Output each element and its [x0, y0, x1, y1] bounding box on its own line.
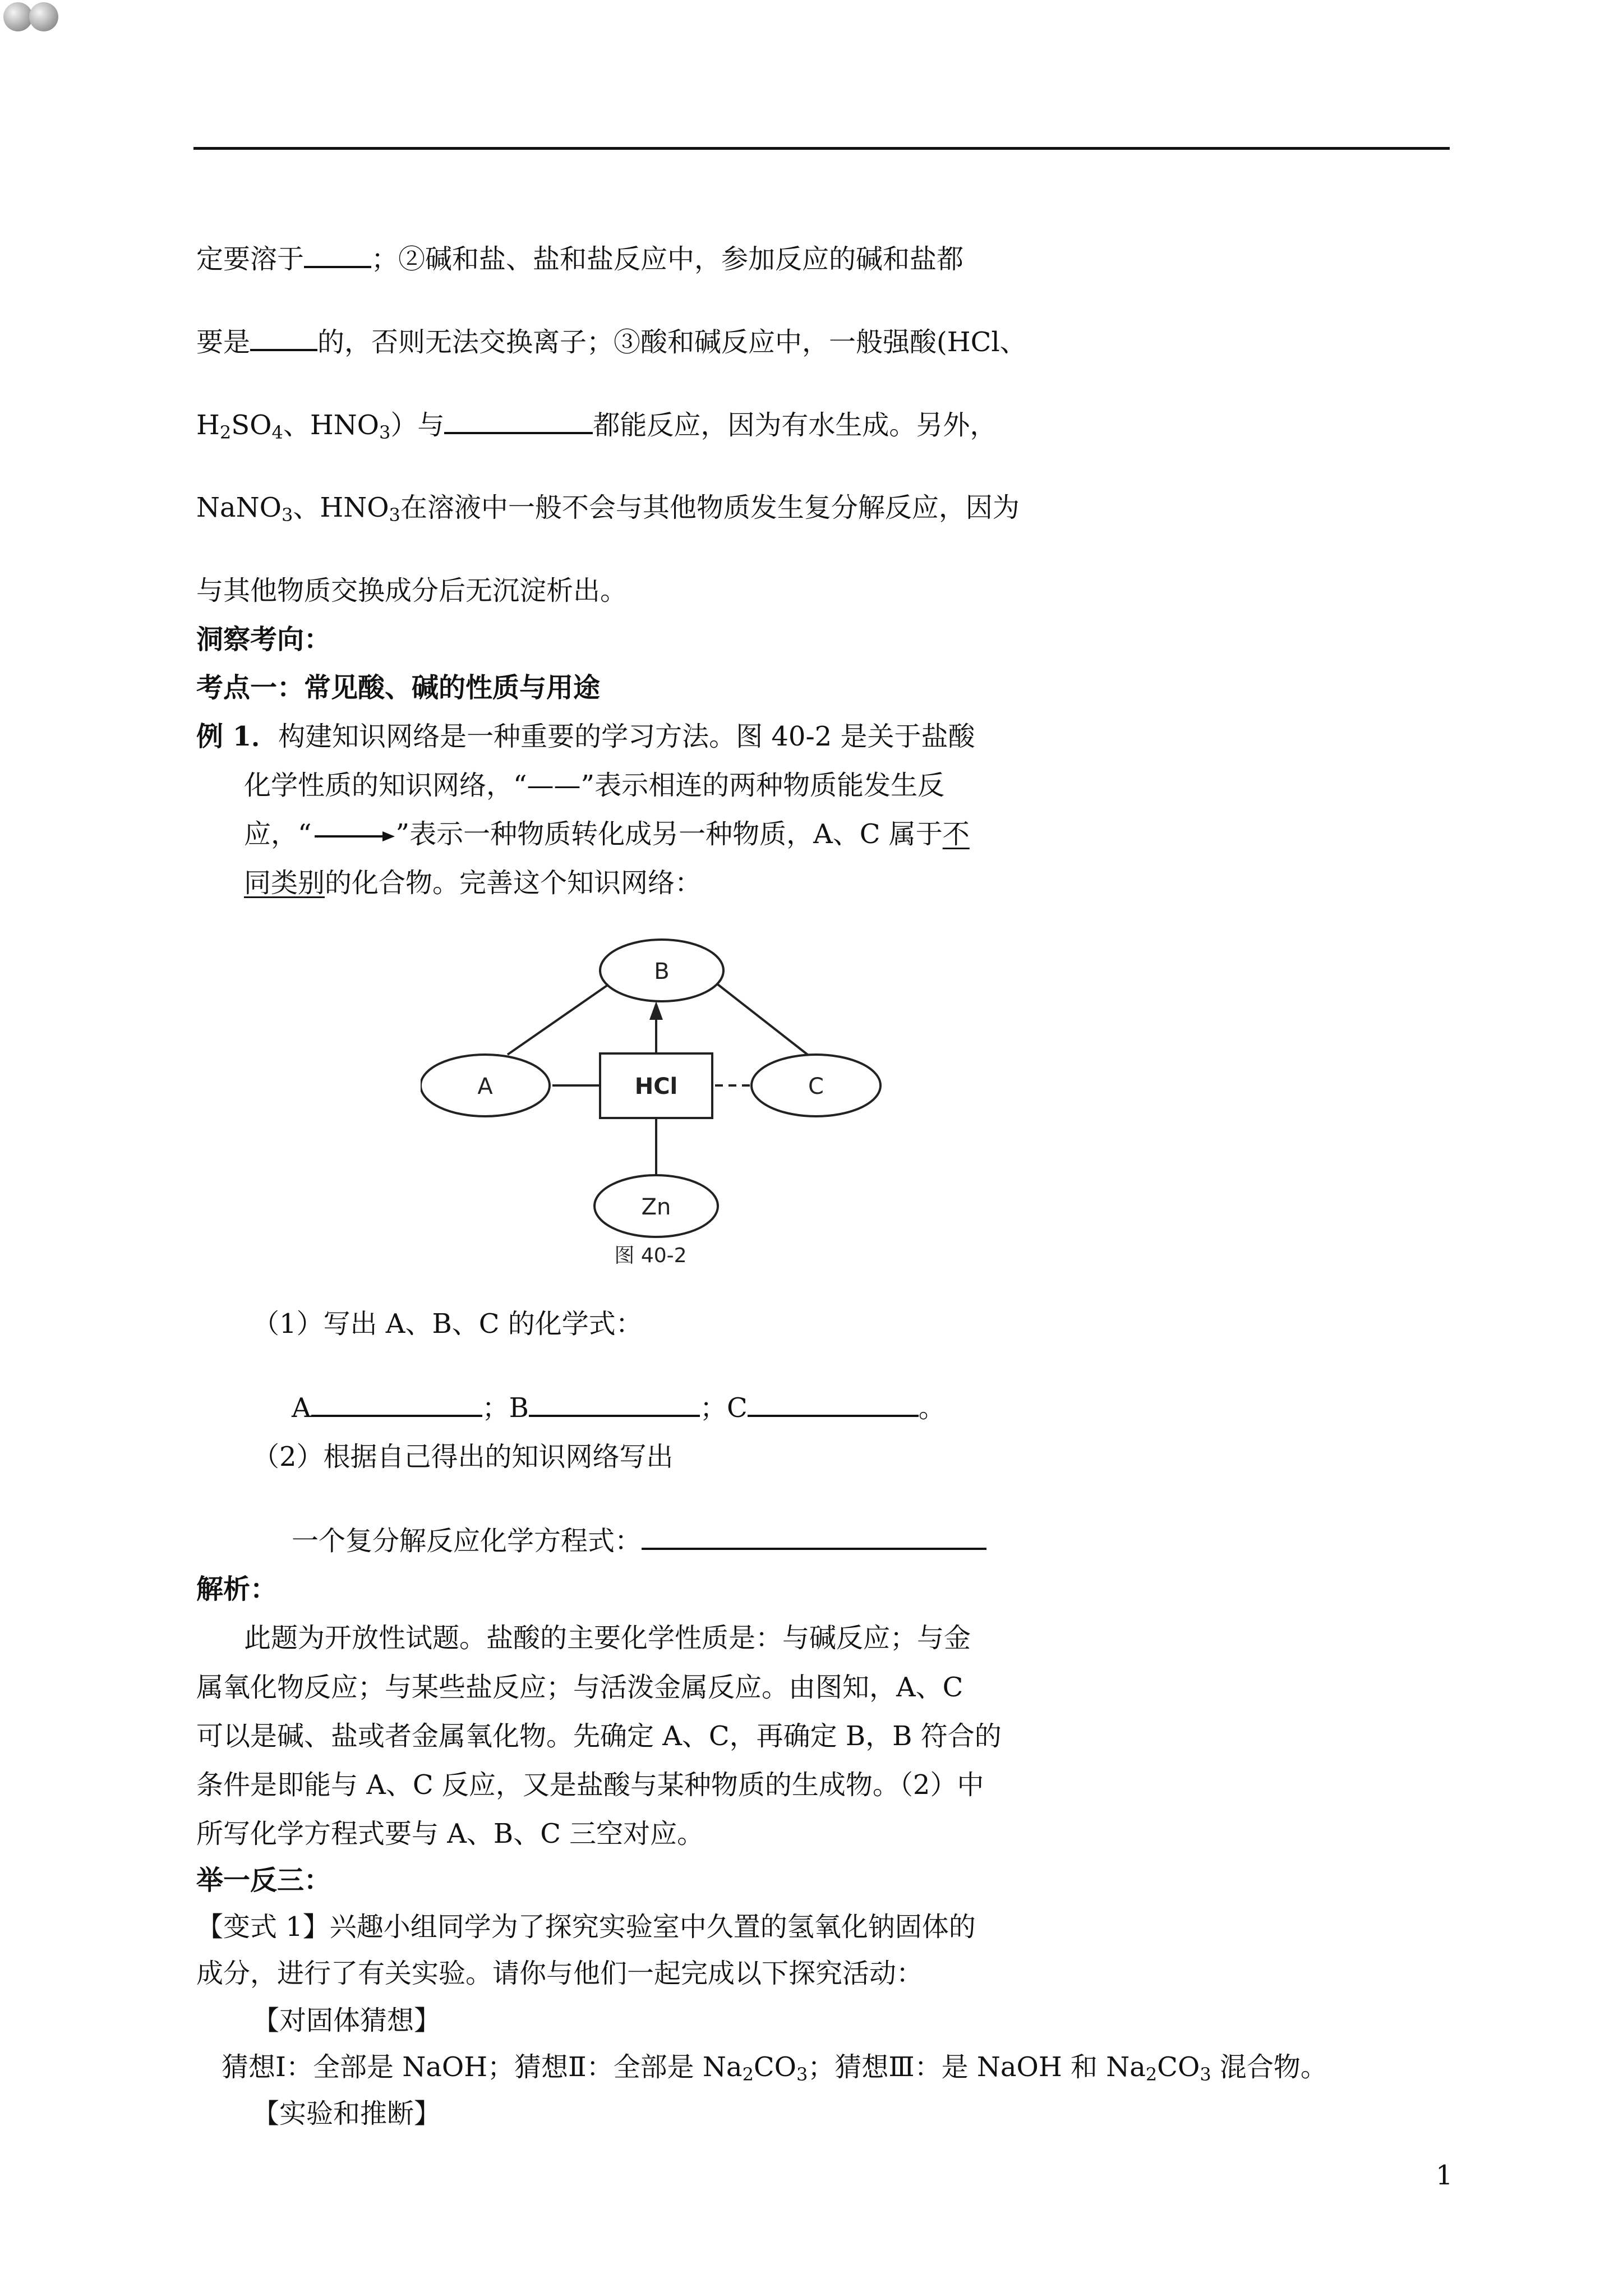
variant-line: 成分，进行了有关实验。请你与他们一起完成以下探究活动： — [196, 1958, 924, 1989]
answer-blank-c[interactable] — [748, 1390, 919, 1417]
topic-heading: 考点一：常见酸、碱的性质与用途 — [196, 672, 601, 703]
paragraph-line — [196, 324, 1027, 359]
hypothesis-line — [222, 2050, 1327, 2084]
sphere-icon — [3, 2, 33, 31]
example-line — [244, 817, 970, 851]
example-line: 化学性质的知识网络，“——”表示相连的两种物质能发生反 — [244, 770, 945, 801]
subscript: 4 — [271, 422, 283, 443]
text-run: H — [196, 409, 220, 441]
text-run: ；B — [482, 1392, 529, 1424]
node-zn-label: Zn — [641, 1194, 671, 1220]
text-run: 。 — [918, 1392, 946, 1424]
question-line: （2）根据自己得出的知识网络写出 — [252, 1441, 674, 1473]
text-run: A — [292, 1392, 311, 1424]
underlined-text: 不 — [942, 818, 970, 850]
text-run: ”表示一种物质转化成另一种物质，A、C 属于 — [395, 818, 943, 850]
subscript: 3 — [281, 504, 293, 526]
knowledge-network-diagram — [421, 926, 897, 1273]
subscript: 3 — [379, 422, 391, 443]
section-heading: 洞察考向： — [196, 624, 331, 655]
subscript: 2 — [1145, 2064, 1158, 2085]
fill-blank[interactable] — [444, 407, 593, 434]
fill-blank[interactable] — [250, 324, 317, 351]
text-run: NaNO — [196, 492, 282, 523]
text-run: 一个复分解反应化学方程式： — [292, 1525, 642, 1557]
equation-blank[interactable] — [642, 1523, 986, 1550]
node-hcl-label: HCl — [634, 1074, 678, 1099]
question-line — [292, 1523, 986, 1558]
subscript: 3 — [796, 2064, 808, 2085]
analysis-heading: 解析： — [196, 1573, 278, 1605]
analysis-line: 属氧化物反应；与某些盐反应；与活泼金属反应。由图知，A、C — [196, 1672, 963, 1703]
page-number: 1 — [1436, 2160, 1453, 2191]
paragraph-line — [196, 241, 963, 276]
corner-logo — [0, 0, 73, 39]
text-run: ；②碱和盐、盐和盐反应中，参加反应的碱和盐都 — [371, 243, 964, 275]
answer-blank-a[interactable] — [311, 1390, 482, 1417]
text-run: ；猜想Ⅲ：是 NaOH 和 Na — [808, 2051, 1146, 2083]
text-run: 构建知识网络是一种重要的学习方法。图 40-2 是关于盐酸 — [278, 721, 975, 752]
text-run: 的，否则无法交换离子；③酸和碱反应中，一般强酸(HCl、 — [317, 326, 1027, 358]
subsection-heading: 【对固体猜想】 — [252, 2005, 441, 2036]
text-run: 混合物。 — [1211, 2051, 1327, 2083]
subscript: 3 — [1200, 2064, 1211, 2085]
text-run: 在溶液中一般不会与其他物质发生复分解反应，因为 — [400, 492, 1020, 523]
answer-line — [292, 1390, 946, 1425]
text-run: 猜想Ⅰ：全部是 NaOH；猜想Ⅱ：全部是 Na — [222, 2051, 743, 2083]
header-rule — [193, 147, 1450, 150]
arrow-icon — [312, 828, 396, 845]
text-run: 应，“ — [244, 818, 312, 850]
text-run: 、HNO — [283, 409, 380, 441]
answer-blank-b[interactable] — [529, 1390, 700, 1417]
figure-caption: 图 40-2 — [614, 1244, 687, 1267]
text-run: 都能反应，因为有水生成。另外， — [593, 409, 997, 441]
edge-b-c — [718, 984, 808, 1055]
subscript: 3 — [389, 504, 400, 526]
text-run: CO — [753, 2051, 796, 2083]
subsection-heading: 【实验和推断】 — [252, 2098, 441, 2129]
text-run: ；C — [699, 1392, 748, 1424]
arrowhead-icon — [649, 1001, 663, 1020]
subscript: 2 — [219, 422, 232, 443]
text-run: 定要溶于 — [196, 243, 305, 275]
fill-blank[interactable] — [304, 241, 371, 268]
node-b-label: B — [654, 959, 670, 984]
text-run: 的化合物。完善这个知识网络： — [325, 867, 702, 899]
text-run: 、HNO — [293, 492, 389, 523]
example-line — [196, 720, 975, 753]
analysis-line: 所写化学方程式要与 A、B、C 三空对应。 — [196, 1818, 704, 1849]
paragraph-line: 与其他物质交换成分后无沉淀析出。 — [196, 575, 628, 606]
analysis-line: 此题为开放性试题。盐酸的主要化学性质是：与碱反应；与金 — [244, 1622, 971, 1654]
underlined-text: 同类别 — [244, 867, 325, 899]
paragraph-line — [196, 407, 997, 442]
subscript: 2 — [742, 2064, 754, 2085]
example-line — [244, 866, 702, 900]
practice-heading: 举一反三： — [196, 1865, 331, 1896]
sphere-icon — [29, 2, 58, 31]
analysis-line: 条件是即能与 A、C 反应，又是盐酸与某种物质的生成物。（2）中 — [196, 1769, 984, 1801]
text-run: ）与 — [390, 409, 445, 441]
variant-line: 【变式 1】兴趣小组同学为了探究实验室中久置的氢氧化钠固体的 — [196, 1911, 976, 1943]
node-a-label: A — [477, 1074, 493, 1099]
text-run: 要是 — [196, 326, 251, 358]
text-run: CO — [1157, 2051, 1200, 2083]
node-c-label: C — [808, 1074, 824, 1099]
paragraph-line — [196, 491, 1020, 524]
text-run: SO — [231, 409, 272, 441]
analysis-line: 可以是碱、盐或者金属氧化物。先确定 A、C，再确定 B，B 符合的 — [196, 1720, 1002, 1752]
edge-a-b — [508, 984, 608, 1055]
question-line: （1）写出 A、B、C 的化学式： — [252, 1308, 643, 1340]
example-label: 例 1． — [196, 721, 279, 752]
